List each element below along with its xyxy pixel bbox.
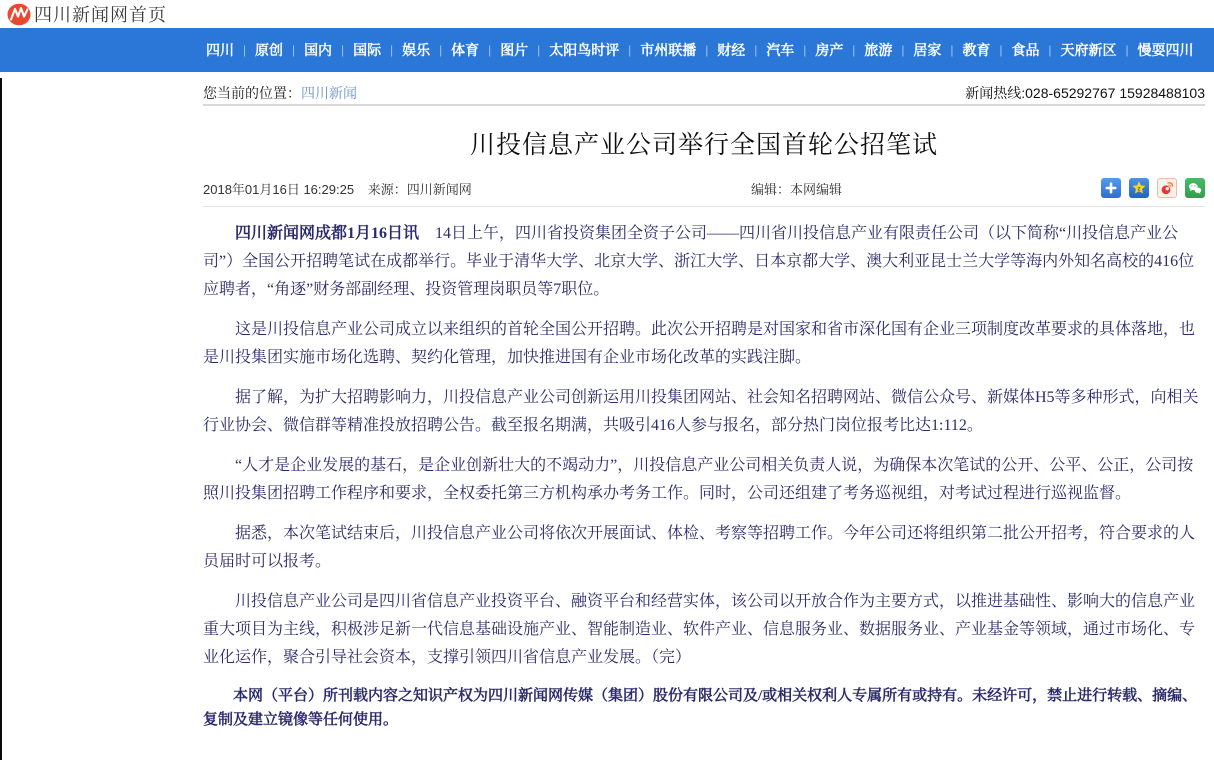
article-source-link[interactable]: 四川新闻网 xyxy=(406,181,472,197)
article-container xyxy=(203,125,1205,732)
nav-item-6[interactable]: 体育 xyxy=(451,42,480,58)
main-nav xyxy=(206,40,1194,60)
qzone-icon[interactable] xyxy=(1129,178,1149,198)
nav-separator: | xyxy=(901,43,905,57)
nav-separator: | xyxy=(537,43,541,57)
nav-item-7[interactable]: 图片 xyxy=(500,42,529,58)
breadcrumb-row xyxy=(203,72,1205,106)
nav-item-5[interactable]: 娱乐 xyxy=(402,42,431,58)
article-meta-row xyxy=(203,178,1205,207)
news-hotline: 新闻热线:028-65292767 15928488103 xyxy=(965,85,1205,101)
nav-item-17[interactable]: 天府新区 xyxy=(1060,42,1117,58)
nav-separator: | xyxy=(439,43,443,57)
nav-item-16[interactable]: 食品 xyxy=(1011,42,1040,58)
main-nav-bar xyxy=(0,28,1214,72)
article-source-label: 来源： xyxy=(367,181,407,197)
article-paragraph-4: “人才是企业发展的基石，是企业创新壮大的不竭动力”，川投信息产业公司相关负责人说，为确保本次笔试的公开、公平、公正，公司按照川投集团招聘工作程序和要求，全权委托第三方机构承办考务工作。同时，公司还组建了考务巡视组，对考试过程进行巡视监督。 xyxy=(203,457,1194,502)
nav-separator: | xyxy=(291,43,296,57)
site-header xyxy=(0,0,1214,28)
breadcrumb-link-sichuan-news[interactable]: 四川新闻 xyxy=(301,85,357,101)
wechat-icon[interactable] xyxy=(1185,178,1205,198)
article-paragraph-2: 这是川投信息产业公司成立以来组织的首轮全国公开招聘。此次公开招聘是对国家和省市深化国有企业三项制度改革要求的具体落地，也是川投集团实施市场化选聘、契约化管理，加快推进国有企业市场化改革的实践注脚。 xyxy=(203,321,1196,366)
nav-separator: | xyxy=(390,43,394,57)
article-editor: 编辑：本网编辑 xyxy=(751,181,843,197)
nav-item-15[interactable]: 教育 xyxy=(962,42,991,58)
nav-item-8[interactable]: 太阳鸟时评 xyxy=(549,42,620,58)
nav-separator: | xyxy=(628,43,632,57)
nav-separator: | xyxy=(950,43,954,57)
nav-item-14[interactable]: 居家 xyxy=(913,42,942,58)
nav-item-1[interactable]: 四川 xyxy=(206,42,234,58)
nav-separator: | xyxy=(242,43,247,57)
article-paragraph-1: 四川新闻网成都1月16日讯 14日上午，四川省投资集团全资子公司——四川省川投信息产业有限责任公司（以下简称“川投信息产业公司”）全国公开招聘笔试在成都举行。毕业于清华大学、北京大学、浙江大学、日本京都大学、澳大利亚昆士兰大学等海内外知名高校的416位应聘者，“角逐”财务部副经理、投资管理岗职员等7职位。 xyxy=(203,225,1195,298)
nav-item-11[interactable]: 汽车 xyxy=(766,42,795,58)
nav-separator: | xyxy=(803,43,807,57)
article-body xyxy=(203,220,1205,732)
nav-separator: | xyxy=(852,43,856,57)
nav-separator: | xyxy=(1125,43,1129,57)
article-date: 2018年01月16日 16:29:25 xyxy=(203,181,355,197)
weibo-icon[interactable] xyxy=(1157,178,1177,198)
nav-item-4[interactable]: 国际 xyxy=(353,42,382,58)
copyright-notice: 本网（平台）所刊载内容之知识产权为四川新闻网传媒（集团）股份有限公司及/或相关权利人专属所有或持有。未经许可，禁止进行转载、摘编、复制及建立镜像等任何使用。 xyxy=(203,688,1198,728)
share-more-icon[interactable] xyxy=(1101,178,1121,198)
nav-separator: | xyxy=(999,43,1003,57)
nav-separator: | xyxy=(754,43,758,57)
nav-item-12[interactable]: 房产 xyxy=(815,42,844,58)
article-paragraph-5: 据悉，本次笔试结束后，川投信息产业公司将依次开展面试、体检、考察等招聘工作。今年公司还将组织第二批公开招考，符合要求的人员届时可以报考。 xyxy=(203,525,1196,570)
nav-item-18[interactable]: 慢耍四川 xyxy=(1137,42,1194,58)
nav-item-10[interactable]: 财经 xyxy=(717,42,746,58)
svg-text:z: z xyxy=(1137,185,1141,193)
nav-item-2[interactable]: 原创 xyxy=(255,42,284,58)
nav-separator: | xyxy=(1048,43,1052,57)
article-title: 川投信息产业公司举行全国首轮公招笔试 xyxy=(469,132,938,159)
article-lead: 四川新闻网成都1月16日讯 xyxy=(235,225,420,242)
breadcrumb-label: 您当前的位置： xyxy=(203,85,301,101)
nav-item-9[interactable]: 市州联播 xyxy=(640,42,697,58)
nav-item-13[interactable]: 旅游 xyxy=(864,42,893,58)
breadcrumb xyxy=(203,83,357,103)
window-left-edge xyxy=(0,78,2,760)
article-paragraph-6: 川投信息产业公司是四川省信息产业投资平台、融资平台和经营实体，该公司以开放合作为主要方式，以推进基础性、影响大的信息产业重大项目为主线，积极涉足新一代信息基础设施产业、智能制造业、软件产业、信息服务业、数据服务业、产业基金等领域，通过市场化、专业化运作，聚合引导社会资本，支撑引领四川省信息产业发展。（完） xyxy=(203,593,1196,666)
site-logo-text[interactable]: 四川新闻网首页 xyxy=(34,5,167,25)
nav-separator: | xyxy=(705,43,709,57)
nav-separator: | xyxy=(488,43,492,57)
share-bar xyxy=(1101,178,1205,198)
site-logo-icon[interactable] xyxy=(7,3,31,26)
article-meta-left xyxy=(203,179,751,198)
nav-separator: | xyxy=(341,43,345,57)
nav-item-3[interactable]: 国内 xyxy=(304,42,333,58)
article-paragraph-3: 据了解，为扩大招聘影响力，川投信息产业公司创新运用川投集团网站、社会知名招聘网站、微信公众号、新媒体H5等多种形式，向相关行业协会、微信群等精准投放招聘公告。截至报名期满，共吸引416人参与报名，部分热门岗位报考比达1:112。 xyxy=(203,389,1199,434)
